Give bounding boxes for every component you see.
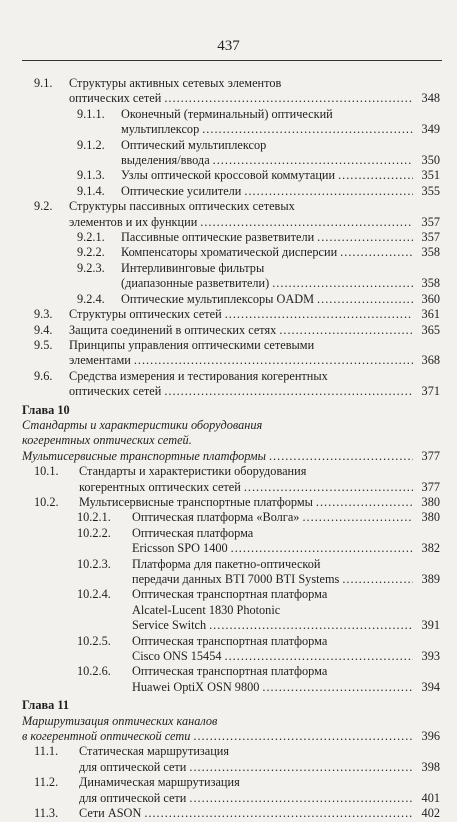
entry-title-line: Динамическая маршрутизация [79, 775, 240, 790]
dot-leader [225, 307, 413, 322]
page-ref: 389 [421, 572, 440, 586]
page-ref: 380 [421, 494, 440, 509]
dot-leader [231, 541, 413, 556]
entry-body [132, 526, 440, 557]
page-ref: 355 [421, 183, 440, 198]
entry-last-line [121, 276, 440, 291]
toc-entry[interactable] [22, 230, 440, 245]
dot-leader [244, 184, 413, 199]
dot-leader [164, 91, 413, 106]
entry-body [79, 744, 440, 775]
section-number: 9.1.1. [77, 106, 105, 121]
entry-body [22, 449, 440, 464]
toc-entry[interactable] [22, 775, 440, 806]
page-ref: 371 [421, 384, 440, 399]
entry-title-line: мультиплексор [121, 122, 200, 137]
toc-entry[interactable] [22, 369, 440, 400]
toc-entry[interactable] [22, 634, 440, 665]
header-rule [22, 60, 442, 61]
dot-leader [134, 353, 413, 368]
entry-body [121, 245, 440, 260]
entry-body [69, 338, 440, 369]
entry-title-line: Ericsson SPO 1400 [132, 541, 228, 556]
entry-body [132, 557, 440, 588]
entry-body [121, 107, 440, 138]
section-number: 10.2.2. [77, 525, 111, 540]
chapter-heading: Глава 10 [22, 402, 70, 417]
chapter-title [22, 714, 440, 729]
entry-last-line [69, 384, 440, 399]
entry-last-line [121, 184, 440, 199]
entry-body [79, 495, 440, 510]
entry-body [121, 230, 440, 245]
section-number: 11.2. [34, 775, 59, 790]
page-ref: 351 [421, 168, 440, 183]
entry-last-line [69, 307, 440, 322]
entry-title-line: Cisco ONS 15454 [132, 649, 222, 664]
dot-leader [317, 292, 413, 307]
entry-body [121, 292, 440, 307]
toc-entry[interactable] [22, 729, 440, 744]
entry-title-line: оптических сетей [69, 384, 162, 399]
dot-leader [338, 168, 413, 183]
entry-last-line [69, 215, 440, 230]
dot-leader [272, 276, 413, 291]
dot-leader [193, 729, 413, 744]
toc-entry[interactable] [22, 307, 440, 322]
entry-last-line [22, 449, 440, 464]
entry-body [132, 664, 440, 695]
section-number: 9.2. [34, 199, 53, 214]
entry-last-line [69, 323, 440, 338]
toc-entry[interactable] [22, 464, 440, 495]
toc-entry[interactable] [22, 338, 440, 369]
dot-leader [164, 384, 413, 399]
toc-entry[interactable] [22, 138, 440, 169]
entry-body [22, 729, 440, 744]
section-number: 9.4. [34, 322, 53, 337]
toc-entry[interactable] [22, 292, 440, 307]
chapter-title-line: когерентных оптических сетей. [22, 433, 192, 448]
entry-title-line: для оптической сети [79, 759, 187, 774]
entry-title-line: выделения/ввода [121, 153, 210, 168]
entry-last-line [132, 572, 440, 587]
section-number: 10.2.3. [77, 556, 111, 571]
entry-title-line: для оптической сети [79, 790, 187, 805]
entry-body [79, 775, 440, 806]
entry-body [79, 464, 440, 495]
entry-title-line: Защита соединений в оптических сетях [69, 322, 277, 337]
section-number: 9.5. [34, 337, 53, 352]
entry-title-line: Интерливинговые фильтры [121, 260, 265, 275]
entry-title-line: Оптическая платформа [132, 525, 254, 540]
entry-title-line: в когерентной оптической сети [22, 729, 191, 744]
page-ref: 350 [421, 153, 440, 168]
entry-body [79, 806, 440, 821]
section-number: 11.3. [34, 806, 59, 821]
toc-entry[interactable] [22, 449, 440, 464]
entry-last-line [79, 791, 440, 806]
toc-entry[interactable] [22, 245, 440, 260]
section-number: 10.1. [34, 464, 59, 479]
page-ref: 348 [421, 91, 440, 106]
section-number: 9.2.4. [77, 291, 105, 306]
dot-leader [279, 323, 413, 338]
section-number: 9.1.2. [77, 137, 105, 152]
toc-entry[interactable] [22, 184, 440, 199]
dot-leader [189, 791, 413, 806]
entry-last-line [132, 541, 440, 556]
page-ref: 361 [421, 307, 440, 322]
toc-entry[interactable] [22, 168, 440, 183]
dot-leader [262, 680, 413, 695]
dot-leader [269, 449, 413, 464]
entry-title-line: Узлы оптической кроссовой коммутации [121, 168, 336, 183]
dot-leader [316, 495, 413, 510]
entry-title-line: передачи данных BTI 7000 BTI Systems [132, 572, 340, 586]
toc-entry[interactable] [22, 806, 440, 821]
entry-title-line: Оптическая платформа «Волга» [132, 510, 300, 525]
page-ref: 398 [421, 759, 440, 774]
dot-leader [225, 649, 413, 664]
entry-body [69, 199, 440, 230]
toc-entry[interactable] [22, 495, 440, 510]
page-ref: 391 [421, 618, 440, 633]
entry-body [69, 307, 440, 322]
entry-title-line: Huawei OptiX OSN 9800 [132, 679, 260, 694]
page-ref: 357 [421, 230, 440, 245]
dot-leader [340, 245, 413, 260]
entry-title-line: Оптическая транспортная платформа [132, 587, 328, 602]
page-ref: 365 [421, 322, 440, 337]
page-number: 437 [217, 38, 240, 54]
entry-title-line: Стандарты и характеристики оборудования [79, 464, 307, 479]
entry-last-line [22, 729, 440, 744]
entry-title-line: Структуры пассивных оптических сетевых [69, 199, 295, 214]
toc-entry[interactable] [22, 744, 440, 775]
section-number: 10.2.5. [77, 633, 111, 648]
dot-leader [200, 215, 413, 230]
entry-body [121, 138, 440, 169]
entry-title-line: Платформа для пакетно-оптической [132, 556, 321, 571]
entry-title-line: когерентных оптических сетей [79, 479, 241, 494]
entry-title-line: Оптические усилители [121, 183, 242, 198]
entry-last-line [121, 292, 440, 307]
section-number: 9.1. [34, 76, 53, 90]
entry-last-line [121, 245, 440, 260]
entry-body [121, 261, 440, 292]
toc-entry[interactable] [22, 526, 440, 557]
section-number: 9.2.1. [77, 230, 105, 245]
entry-body [121, 168, 440, 183]
page-ref: 358 [421, 245, 440, 260]
chapter-title-line: Стандарты и характеристики оборудования [22, 417, 263, 432]
entry-title-line: элементами [69, 353, 131, 368]
page-ref: 358 [421, 276, 440, 291]
entry-title-line: Средства измерения и тестирования когерентных [69, 368, 328, 383]
dot-leader [302, 510, 413, 525]
dot-leader [209, 618, 413, 633]
entry-body [132, 634, 440, 665]
entry-last-line [79, 480, 440, 495]
section-number: 10.2.4. [77, 587, 111, 602]
dot-leader [244, 480, 413, 495]
entry-title-line: Сети ASON [79, 806, 142, 821]
chapter-title [22, 418, 440, 449]
entry-title-line: Оптическая транспортная платформа [132, 633, 328, 648]
entry-body [132, 587, 440, 633]
toc-entry[interactable] [22, 510, 440, 525]
entry-title-line: Оптический мультиплексор [121, 137, 267, 152]
page-ref: 349 [421, 122, 440, 137]
page-ref: 377 [421, 479, 440, 494]
dot-leader [189, 760, 413, 775]
entry-last-line [121, 230, 440, 245]
entry-last-line [121, 153, 440, 168]
entry-last-line [79, 760, 440, 775]
entry-last-line [132, 649, 440, 664]
toc-entry[interactable] [22, 199, 440, 230]
entry-body [69, 369, 440, 400]
dot-leader [317, 230, 413, 245]
table-of-contents [22, 76, 440, 822]
section-number: 9.1.4. [77, 183, 105, 198]
entry-title-line: элементов и их функции [69, 214, 198, 229]
entry-title-line: Service Switch [132, 618, 207, 633]
entry-last-line [121, 168, 440, 183]
page-ref: 394 [421, 679, 440, 694]
dot-leader [202, 122, 413, 137]
chapter-heading: Глава 11 [22, 698, 69, 713]
entry-last-line [69, 353, 440, 368]
chapter-title-line: Маршрутизация оптических каналов [22, 713, 218, 728]
entry-title-line: Мультисервисные транспортные платформы [79, 494, 313, 509]
entry-last-line [79, 495, 440, 510]
entry-title-line: оптических сетей [69, 91, 162, 106]
entry-title-line: Статическая маршрутизация [79, 744, 230, 759]
entry-body [121, 184, 440, 199]
entry-last-line [121, 122, 440, 137]
entry-last-line [132, 510, 440, 525]
entry-title-line: Оконечный (терминальный) оптический [121, 106, 333, 121]
entry-title-line: Структуры активных сетевых элементов [69, 76, 282, 90]
page-ref: 396 [421, 729, 440, 744]
entry-last-line [79, 806, 440, 821]
section-number: 11.1. [34, 744, 59, 759]
section-number: 10.2. [34, 494, 59, 509]
page-ref: 380 [421, 510, 440, 525]
page-ref: 401 [421, 790, 440, 805]
entry-title-line: Структуры оптических сетей [69, 307, 222, 322]
toc-entry[interactable] [22, 261, 440, 292]
dot-leader [144, 806, 413, 821]
section-number: 9.2.3. [77, 260, 105, 275]
section-number: 9.3. [34, 307, 53, 322]
section-number: 9.1.3. [77, 168, 105, 183]
entry-last-line [69, 91, 440, 106]
page-ref: 402 [421, 806, 440, 821]
entry-body [132, 510, 440, 525]
toc-entry[interactable] [22, 107, 440, 138]
page-ref: 360 [421, 291, 440, 306]
section-number: 10.2.1. [77, 510, 111, 525]
dot-leader [342, 572, 413, 587]
toc-entry[interactable] [22, 557, 440, 588]
toc-entry[interactable] [22, 587, 440, 633]
page-ref: 377 [421, 448, 440, 463]
page-ref: 393 [421, 649, 440, 664]
entry-title-line: Оптические мультиплексоры OADM [121, 291, 315, 306]
page-ref: 357 [421, 214, 440, 229]
entry-title-line: Alcatel-Lucent 1830 Photonic [132, 602, 281, 617]
entry-title-line: Оптическая транспортная платформа [132, 664, 328, 679]
entry-body [69, 323, 440, 338]
entry-body [69, 76, 440, 107]
toc-entry[interactable] [22, 323, 440, 338]
page-ref: 368 [421, 353, 440, 368]
section-number: 10.2.6. [77, 664, 111, 679]
section-number: 9.2.2. [77, 245, 105, 260]
entry-title-line: Компенсаторы хроматической дисперсии [121, 245, 338, 260]
entry-title-line: Мультисервисные транспортные платформы [22, 448, 266, 463]
entry-title-line: Принципы управления оптическими сетевыми [69, 337, 315, 352]
toc-entry[interactable] [22, 76, 440, 107]
entry-title-line: Пассивные оптические разветвители [121, 230, 315, 245]
section-number: 9.6. [34, 368, 53, 383]
toc-entry[interactable] [22, 664, 440, 695]
page-ref: 382 [421, 541, 440, 556]
dot-leader [213, 153, 413, 168]
entry-last-line [132, 680, 440, 695]
entry-last-line [132, 618, 440, 633]
entry-title-line: (диапазонные разветвители) [121, 276, 270, 291]
